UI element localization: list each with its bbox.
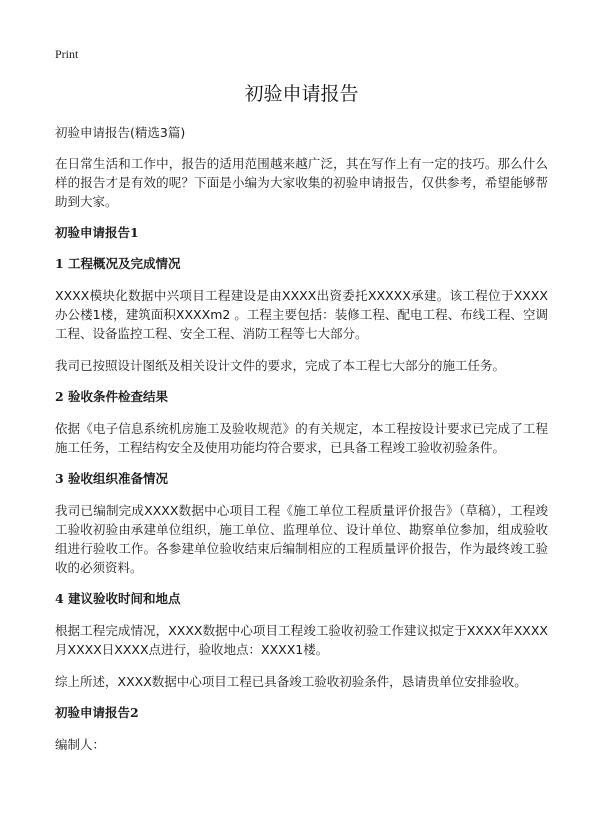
section-3-heading: 3 验收组织准备情况 — [55, 471, 169, 486]
report1-title: 初验申请报告1 — [55, 225, 139, 240]
section-4-paragraph-2: 综上所述，XXXX数据中心项目工程已具备竣工验收初验条件，恳请贵单位安排验收。 — [55, 674, 527, 689]
section-1-heading: 1 工程概况及完成情况 — [55, 256, 181, 271]
section-1-paragraph-2: 我司已按照设计图纸及相关设计文件的要求，完成了本工程七大部分的施工任务。 — [55, 358, 506, 373]
document-title: 初验申请报告 — [244, 83, 359, 105]
section-4-paragraph-1: 根据工程完成情况，XXXX数据中心项目工程竣工验收初验工作建议拟定于XXXX年XXXX月XXXX日XXXX点进行，验收地点：XXXX1楼。 — [55, 623, 548, 657]
print-label: Print — [55, 47, 79, 61]
section-3-paragraph-1: 我司已编制完成XXXX数据中心项目工程《施工单位工程质量评价报告》（草稿），工程竣工验收初验由承建单位组织，施工单位、监理单位、设计单位、勘察单位参加，组成验收组进行验收工作。各参建单位验收结束后编制相应的工程质量评价报告，作为最终竣工验收的必须资料。 — [55, 503, 548, 575]
report2-title: 初验申请报告2 — [55, 705, 139, 720]
section-4-heading: 4 建议验收时间和地点 — [55, 591, 181, 606]
document-subtitle: 初验申请报告(精选3篇) — [55, 125, 186, 140]
section-1-paragraph-1: XXXX模块化数据中兴项目工程建设是由XXXX出资委托XXXXX承建。该工程位于XXXX办公楼1楼，建筑面积XXXXm2 。工程主要包括：装修工程、配电工程、布线工程、空调工程、设备监控工程、安全工程、消防工程等七大部分。 — [55, 288, 548, 341]
editor-label: 编制人： — [55, 737, 106, 752]
section-2-heading: 2 验收条件检查结果 — [55, 389, 169, 404]
section-2-paragraph-1: 依据《电子信息系统机房施工及验收规范》的有关规定，本工程按设计要求已完成了工程施工任务，工程结构安全及使用功能均符合要求，已具备工程竣工验收初验条件。 — [55, 421, 548, 455]
intro-paragraph: 在日常生活和工作中，报告的适用范围越来越广泛，其在写作上有一定的技巧。那么什么样的报告才是有效的呢？下面是小编为大家收集的初验申请报告，仅供参考，希望能够帮助到大家。 — [55, 156, 548, 209]
